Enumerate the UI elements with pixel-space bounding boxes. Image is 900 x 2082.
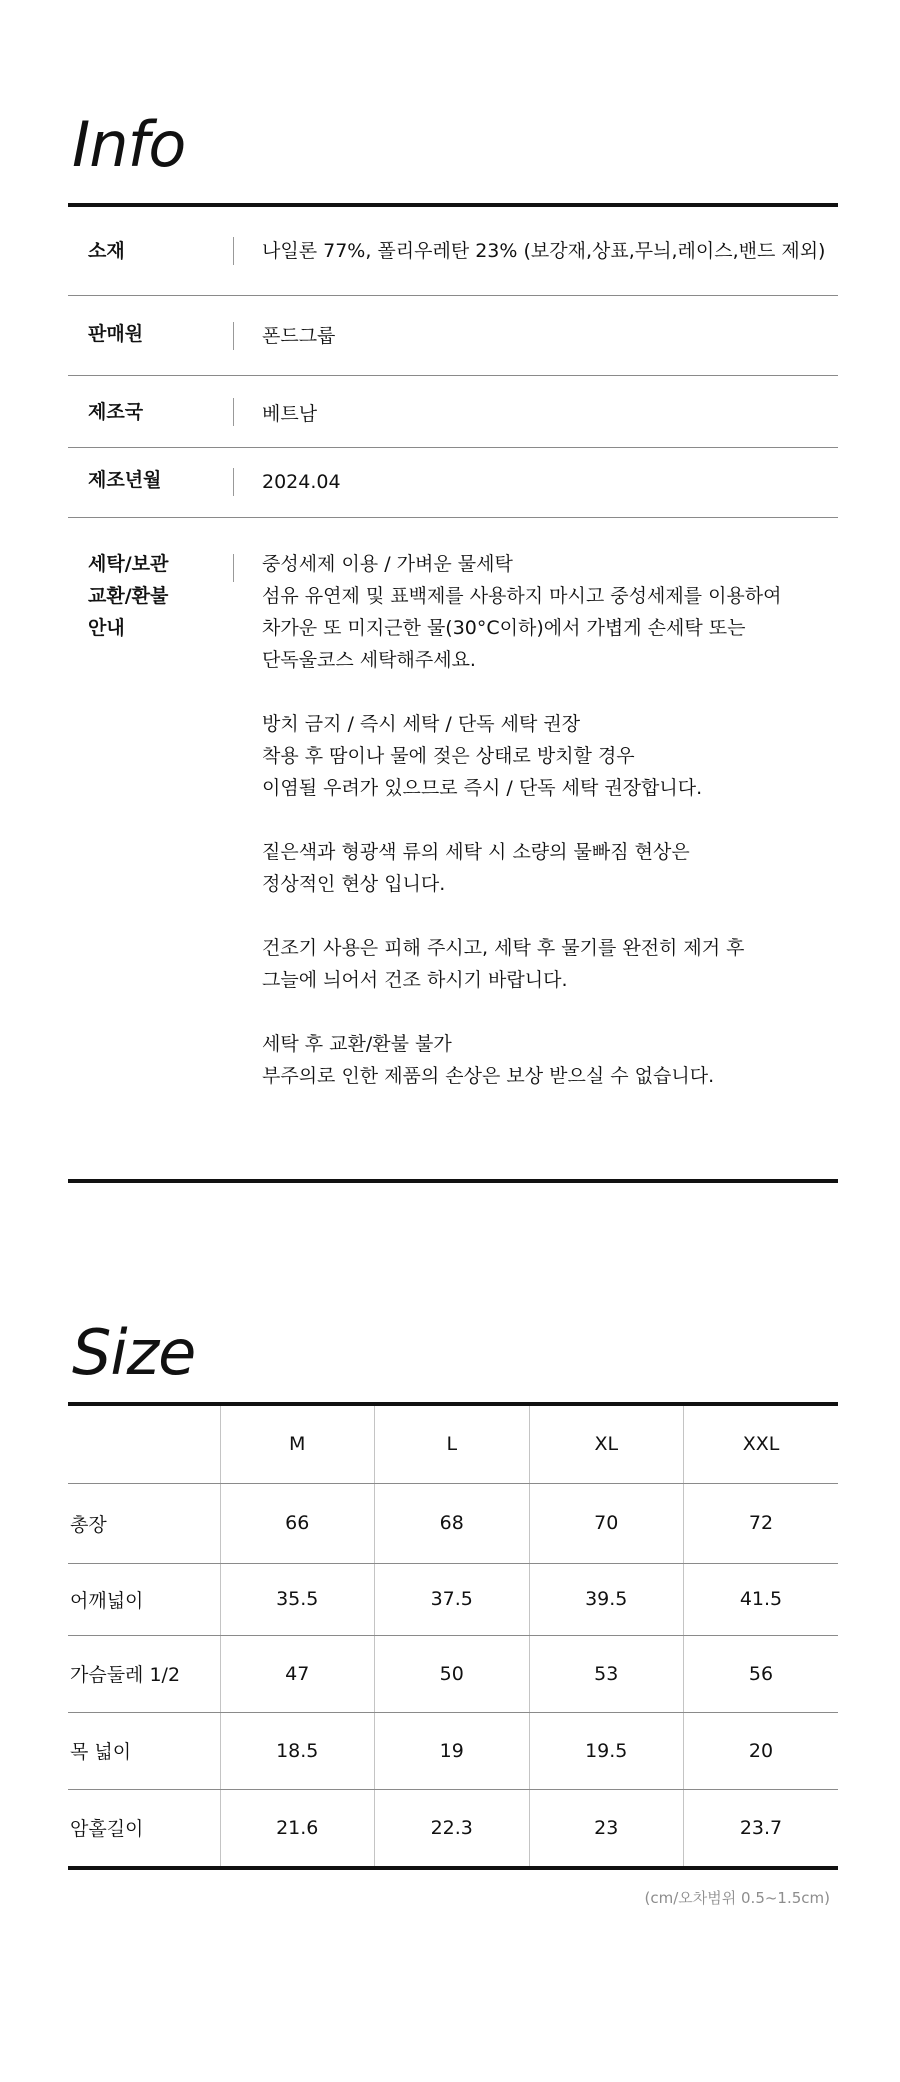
size-cell: 19 xyxy=(375,1712,530,1789)
info-table xyxy=(68,203,838,1178)
info-row-manufacture-date xyxy=(68,448,838,518)
info-heading: Info xyxy=(72,108,186,181)
size-cell: 23.7 xyxy=(684,1789,839,1868)
size-header-empty xyxy=(68,1404,220,1483)
size-row-label: 가슴둘레 1/2 xyxy=(68,1635,220,1712)
size-cell: 47 xyxy=(220,1635,375,1712)
size-cell: 22.3 xyxy=(375,1789,530,1868)
size-cell: 72 xyxy=(684,1483,839,1563)
info-row-country xyxy=(68,376,838,448)
size-cell: 35.5 xyxy=(220,1563,375,1635)
info-label: 세탁/보관 교환/환불 안내 xyxy=(88,553,169,639)
size-cell: 41.5 xyxy=(684,1563,839,1635)
info-label: 판매원 xyxy=(88,323,144,345)
size-cell: 37.5 xyxy=(375,1563,530,1635)
table-row xyxy=(68,1789,838,1868)
size-row-label: 총장 xyxy=(68,1483,220,1563)
size-cell: 18.5 xyxy=(220,1712,375,1789)
size-cell: 53 xyxy=(529,1635,684,1712)
size-row-label: 암홀길이 xyxy=(70,1818,144,1841)
size-header-m: M xyxy=(220,1404,375,1483)
size-cell: 50 xyxy=(375,1635,530,1712)
info-value: 베트남 xyxy=(262,403,318,425)
size-cell: 66 xyxy=(220,1483,375,1563)
table-row xyxy=(68,1712,838,1789)
care-instructions: 중성세제 이용 / 가벼운 물세탁 섬유 유연제 및 표백제를 사용하지 마시고 중성세제를 이용하여 차가운 또 미지근한 물(30°C이하)에서 가볍게 손세탁 또는 단독울코스 세탁해주세요. 방치 금지 / 즉시 세탁 / 단독 세탁 권장 착용 후 땀이나 물에 젖은 상태로 방치할 경우 이염될 우려가 있으므로 즉시 / 단독 세탁 권장합니다. 짙은색과 형광색 류의 세탁 시 소량의 물빠짐 현상은 정상적인 현상 입니다. 건조기 사용은 피해 주시고, 세탁 후 물기를 완전히 제거 후 그늘에 늬어서 건조 하시기 바랍니다. 세탁 후 교환/환불 불가 부주의로 인한 제품의 손상은 보상 받으실 수 없습니다. xyxy=(262,553,782,1087)
size-row-label: 목 넓이 xyxy=(68,1712,220,1789)
size-cell: 68 xyxy=(375,1483,530,1563)
info-label: 소재 xyxy=(88,240,125,262)
table-row xyxy=(68,1563,838,1635)
size-cell: 20 xyxy=(684,1712,839,1789)
info-value: 나일론 77%, 폴리우레탄 23% (보강재,상표,무늬,레이스,밴드 제외) xyxy=(262,240,826,262)
size-cell: 70 xyxy=(529,1483,684,1563)
size-cell: 23 xyxy=(529,1789,684,1868)
info-label: 제조년월 xyxy=(88,469,162,491)
size-header-xl: XL xyxy=(529,1404,684,1483)
info-label: 제조국 xyxy=(88,401,144,423)
size-cell: 19.5 xyxy=(529,1712,684,1789)
size-row-label: 어깨넓이 xyxy=(68,1563,220,1635)
info-row-care xyxy=(68,518,838,1178)
table-row xyxy=(68,1635,838,1712)
info-value: 폰드그룹 xyxy=(262,325,336,347)
divider xyxy=(233,554,234,582)
info-value: 2024.04 xyxy=(262,471,341,493)
divider xyxy=(233,468,234,496)
size-header-l: L xyxy=(375,1404,530,1483)
divider xyxy=(233,398,234,426)
size-cell: 56 xyxy=(684,1635,839,1712)
size-note: (cm/오차범위 0.5~1.5cm) xyxy=(644,1889,830,1907)
divider xyxy=(233,322,234,350)
info-row-seller xyxy=(68,296,838,376)
info-row-material xyxy=(68,207,838,296)
size-heading: Size xyxy=(72,1316,196,1389)
size-cell: 21.6 xyxy=(220,1789,375,1868)
size-header-row xyxy=(68,1404,838,1483)
info-bottom-rule xyxy=(68,1179,838,1183)
size-cell: 39.5 xyxy=(529,1563,684,1635)
table-row xyxy=(68,1483,838,1563)
size-header-xxl: XXL xyxy=(684,1404,839,1483)
size-table xyxy=(68,1402,838,1870)
divider xyxy=(233,237,234,265)
